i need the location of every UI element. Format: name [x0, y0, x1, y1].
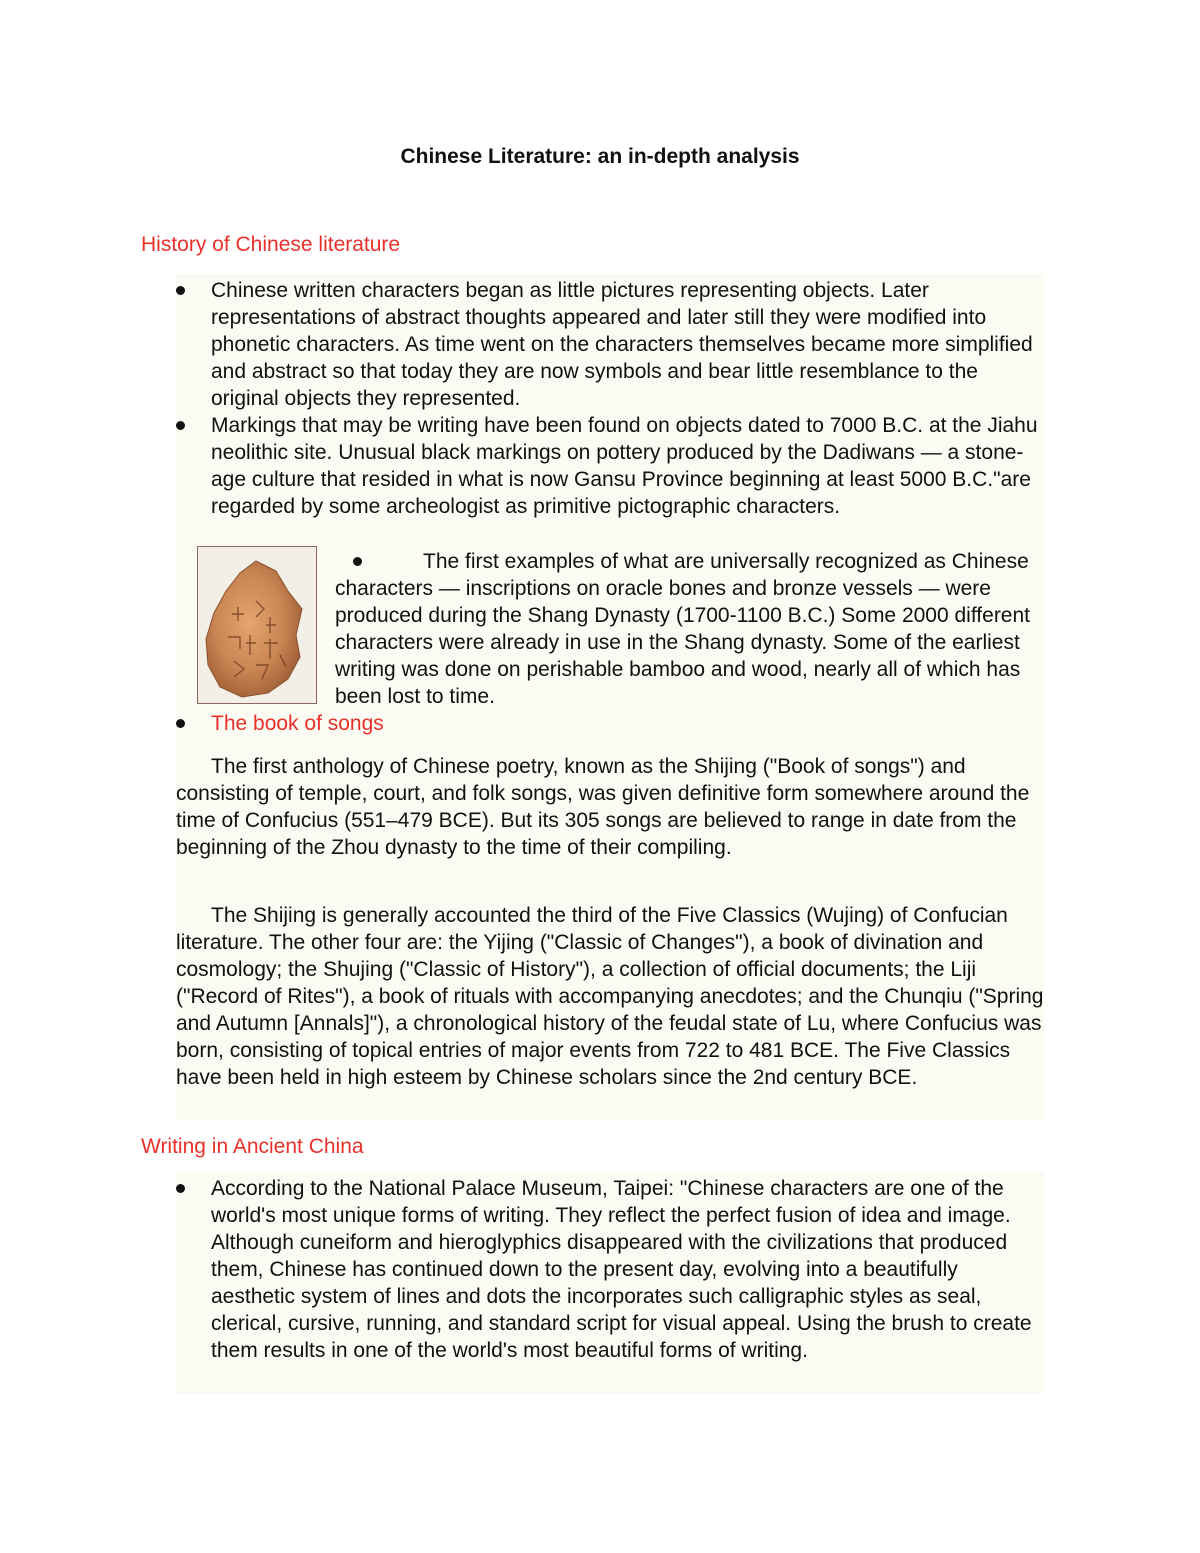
history-bullet-1: Chinese written characters began as little pictures representing objects. Later representations of abstract thoughts appeared and later still they were modified into phonetic characters. As time went on the characters themselves became more simplified and abstract so that today they are now symbols and bear little resemblance to the original objects they represented.: [211, 279, 1033, 410]
paragraph-shijing-2: The Shijing is generally accounted the third of the Five Classics (Wujing) of Confucian literature. The other four are: the Yijing ("Classic of Changes"), a book of divination and cosmology; the Shujing ("Classic of History"), a collection of official documents; the Liji ("Record of Rites"), a book of rituals with accompanying anecdotes; and the Chunqiu ("Spring and Autumn [Annals]"), a chronological history of the feudal state of Lu, where Confucius was born, consisting of topical entries of major events from 722 to 481 BCE. The Five Classics have been held in high esteem by Chinese scholars since the 2nd century BCE.: [176, 904, 1044, 1089]
section-heading-writing: Writing in Ancient China: [141, 1135, 364, 1158]
paragraph-shijing-1: The first anthology of Chinese poetry, known as the Shijing ("Book of songs") and consisting of temple, court, and folk songs, was given definitive form somewhere around the time of Confucius (551–479 BCE). But its 305 songs are believed to range in date from the beginning of the Zhou dynasty to the time of their compiling.: [176, 755, 1030, 859]
bullet-icon: [176, 421, 185, 430]
history-bullet-3: The first examples of what are universally recognized as Chinese characters — inscriptions on oracle bones and bronze vessels — were produced during the Shang Dynasty (1700-1100 B.C.) Some 2000 different characters were already in use in the Shang dynasty. Some of the earliest writing was done on perishable bamboo and wood, nearly all of which has been lost to time.: [335, 550, 1030, 708]
writing-bullet-1: According to the National Palace Museum, Taipei: "Chinese characters are one of the world's most unique forms of writing. They reflect the perfect fusion of idea and image. Although cuneiform and hieroglyphics disappeared with the civilizations that produced them, Chinese has continued down to the present day, evolving into a beautifully aesthetic system of lines and dots the incorporates such calligraphic styles as seal, clerical, cursive, running, and standard script for visual appeal. Using the brush to create them results in one of the world's most beautiful forms of writing.: [211, 1177, 1032, 1362]
section-heading-history: History of Chinese literature: [141, 233, 401, 256]
document-title: Chinese Literature: an in-depth analysis: [400, 145, 800, 168]
bullet-icon: [176, 286, 185, 295]
subheading-book-of-songs: The book of songs: [211, 712, 384, 735]
bullet-icon: [176, 719, 185, 728]
history-bullet-2: Markings that may be writing have been found on objects dated to 7000 B.C. at the Jiahu neolithic site. Unusual black markings on pottery produced by the Dadiwans — a stone-age culture that resided in what is now Gansu Province beginning at least 5000 B.C."are regarded by some archeologist as primitive pictographic characters.: [211, 414, 1038, 518]
bullet-icon: [176, 1184, 185, 1193]
oracle-bone-icon: [198, 547, 317, 704]
oracle-bone-image: [197, 546, 317, 704]
